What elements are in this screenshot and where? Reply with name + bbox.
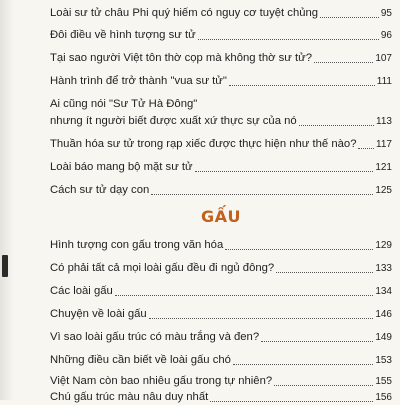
toc-entry	[50, 160, 392, 175]
toc-entry-title: Tại sao người Việt tôn thờ cọp mà không thờ sư tử?	[50, 52, 312, 64]
toc-entry-page: 107	[375, 53, 392, 64]
dot-leader	[151, 194, 373, 195]
toc-entry	[50, 374, 392, 389]
toc-entry-title: Loài sư tử châu Phi quý hiếm có nguy cơ tuyệt chủng	[50, 7, 319, 19]
binding-mark	[2, 255, 8, 277]
toc-entry-page: 117	[376, 139, 392, 150]
toc-entry	[50, 353, 392, 368]
dot-leader	[225, 249, 373, 250]
toc-entry-page: 129	[375, 240, 392, 251]
toc-entry-title: Những điều cần biết về loài gấu chó	[50, 354, 231, 366]
dot-leader	[149, 318, 374, 319]
dot-leader	[233, 364, 373, 365]
toc-entry-page: 149	[375, 332, 392, 343]
toc-entry-title: Chú gấu trúc màu nâu duy nhất	[50, 391, 209, 403]
page-gutter-shadow	[0, 0, 14, 400]
toc-entry-title: Các loài gấu	[50, 285, 113, 297]
dot-leader	[274, 385, 373, 386]
toc-entry-page: 125	[375, 185, 392, 196]
toc-entry-title: Cách sư tử dạy con	[50, 184, 150, 196]
toc-entry-page: 155	[375, 376, 392, 387]
dot-leader	[314, 62, 373, 63]
toc-entry-page: 134	[375, 286, 392, 297]
toc-entry-page: 96	[380, 30, 392, 41]
toc-entry	[50, 330, 392, 345]
dot-leader	[358, 148, 374, 149]
toc-entry	[50, 137, 392, 152]
dot-leader	[261, 341, 373, 342]
toc-entry-title: Vì sao loài gấu trúc có màu trắng và đen?	[50, 331, 260, 343]
toc-entry	[50, 307, 392, 322]
toc-entry-title: Hành trình để trở thành "vua sư tử"	[50, 75, 227, 87]
toc-entry-page: 133	[375, 263, 392, 274]
toc-entry-page: 146	[375, 309, 392, 320]
toc-entry	[50, 6, 392, 21]
toc-entry-title: Thuần hóa sư tử trong rạp xiếc được thực hiện như thế nào?	[50, 138, 357, 150]
toc-entry-title-line2: nhưng ít người biết được xuất xứ thực sự của nó	[50, 115, 297, 127]
toc-entry-title: Việt Nam còn bao nhiêu gấu trong tự nhiên?	[50, 375, 273, 387]
toc-entry-page: 156	[375, 392, 392, 403]
dot-leader	[198, 39, 379, 40]
toc-entry-title: Hình tượng con gấu trong văn hóa	[50, 239, 224, 251]
toc-entry	[50, 74, 392, 89]
toc-entry	[50, 183, 392, 198]
toc-entry-page: 95	[380, 8, 392, 19]
toc-entry-title: Có phải tất cả mọi loài gấu đều đi ngủ đông?	[50, 262, 275, 274]
dot-leader	[299, 125, 374, 126]
toc-entry-title: Loài báo mang bộ mặt sư tử	[50, 161, 193, 173]
toc-entry	[50, 97, 392, 129]
dot-leader	[276, 272, 373, 273]
toc-entry-title: Chuyện về loài gấu	[50, 308, 147, 320]
dot-leader	[229, 85, 375, 86]
dot-leader	[210, 401, 373, 402]
toc-entry-title-line1: Ai cũng nói "Sư Tử Hà Đông"	[50, 98, 198, 110]
dot-leader	[115, 295, 374, 296]
toc-entry	[50, 390, 392, 405]
toc-entry	[50, 284, 392, 299]
toc-entry	[50, 28, 392, 43]
toc-entry-page: 121	[375, 162, 392, 173]
toc-entry-page: 113	[376, 116, 392, 127]
dot-leader	[195, 171, 374, 172]
toc-entry-title: Đôi điều về hình tượng sư tử	[50, 29, 196, 41]
toc-entry	[50, 51, 392, 66]
toc-entry	[50, 261, 392, 276]
toc-entry	[50, 238, 392, 253]
toc-entry-page: 153	[375, 355, 392, 366]
section-heading: GẤU	[200, 207, 241, 226]
dot-leader	[320, 17, 379, 18]
toc-entry-page: 111	[376, 76, 392, 87]
